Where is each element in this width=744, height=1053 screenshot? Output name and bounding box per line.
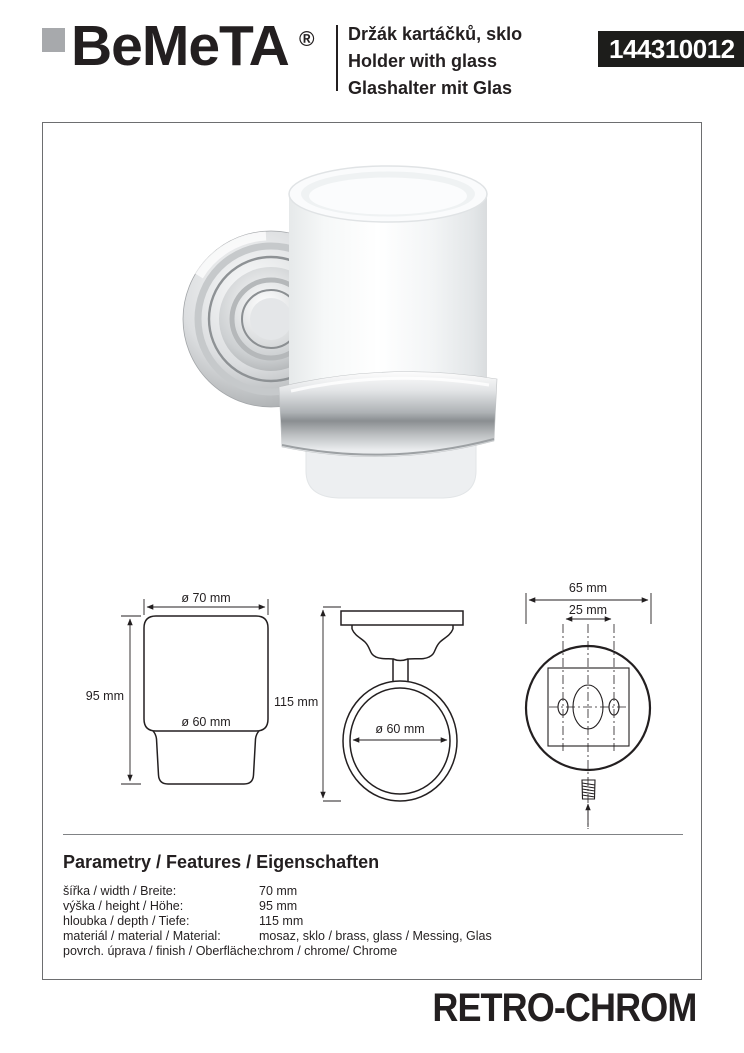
- dim-back-holes-label: 25 mm: [568, 603, 608, 617]
- product-title-en: Holder with glass: [348, 51, 498, 71]
- brand-logo-square-icon: [42, 28, 65, 52]
- dim-side-depth-label: 115 mm: [274, 695, 319, 709]
- parameters-divider: [63, 834, 683, 835]
- table-row: [63, 929, 683, 944]
- drawing-front-view: [121, 599, 268, 784]
- drawing-side-view: [323, 607, 463, 801]
- table-row: [63, 884, 683, 899]
- param-value-height: 95 mm: [259, 899, 298, 913]
- param-value-material: mosaz, sklo / brass, glass / Messing, Glas: [259, 929, 492, 943]
- dim-front-inner-label: ø 60 mm: [181, 715, 231, 729]
- product-code-badge: [598, 31, 744, 67]
- param-label-width: šířka / width / Breite:: [63, 884, 177, 898]
- photo-chrome-ring: [279, 372, 497, 457]
- technical-drawings: [43, 561, 703, 839]
- dim-front-width-label: ø 70 mm: [181, 591, 231, 605]
- param-value-width: 70 mm: [259, 884, 298, 898]
- brand-logo: BeMeTA: [71, 14, 289, 78]
- series-name: RETRO-CHROM: [431, 986, 696, 1030]
- param-value-depth: 115 mm: [259, 914, 304, 928]
- param-label-finish: povrch. úprava / finish / Oberfläche:: [63, 944, 261, 958]
- param-value-finish: chrom / chrome/ Chrome: [259, 944, 398, 958]
- content-frame: [42, 122, 702, 980]
- registered-trademark-icon: ®: [299, 28, 315, 51]
- drawing-back-view: [526, 593, 651, 829]
- parameters-heading: Parametry / Features / Eigenschaften: [63, 852, 380, 872]
- header-divider: [336, 25, 338, 91]
- product-title-cs: Držák kartáčků, sklo: [348, 24, 523, 44]
- table-row: [63, 899, 683, 914]
- parameters-table: [63, 884, 683, 959]
- product-code: 144310012: [609, 34, 735, 64]
- table-row: [63, 944, 683, 959]
- param-label-material: materiál / material / Material:: [63, 929, 221, 943]
- param-label-depth: hloubka / depth / Tiefe:: [63, 914, 190, 928]
- param-label-height: výška / height / Höhe:: [63, 899, 184, 913]
- product-title-de: Glashalter mit Glas: [348, 78, 513, 98]
- dim-side-ring-label: ø 60 mm: [375, 722, 425, 736]
- product-title-block: [348, 21, 522, 102]
- product-photo: [141, 141, 521, 561]
- table-row: [63, 914, 683, 929]
- dim-back-width-label: 65 mm: [568, 581, 608, 595]
- dim-front-height-label: 95 mm: [85, 689, 124, 703]
